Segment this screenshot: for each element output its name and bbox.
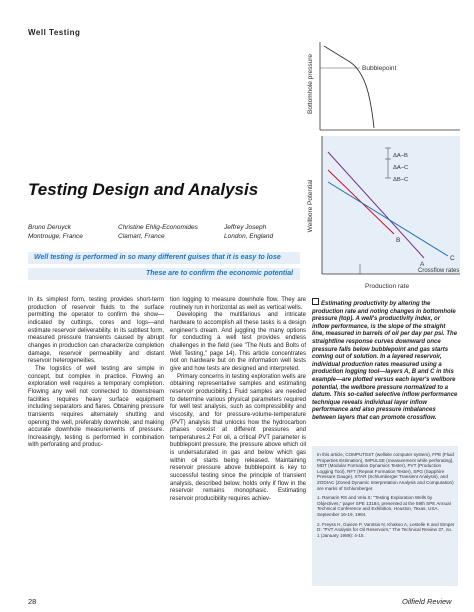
reference-2: 2. Freyss H, Guieze P, Varotsis N, Khakoo A, Lestelle K and Simper D: "PVT Analysis for Oil Reservoirs," The Technical Review 37, no. 1 (January 1989): 4-15.	[317, 521, 455, 538]
paragraph: Developing the multifarious and intricate hardware to accomplish all these tasks is a design engineer's dream. And juggling the many options for conducting a well test provides endless challenges in the field (see "The Nuts and Bolts of Well Testing," page 14). This article concentrates not on hardware but on the information well tests give and how tests are designed and interpreted.	[170, 312, 306, 372]
section-tag: Well Testing	[28, 28, 81, 37]
reference-1: 1. Ramarin RS and Vela S: "Testing Exploration Wells by Objectives," paper SPE 13184, presented at the 59th SPE Annual Technical Conference and Exhibition, Houston, Texas, USA, September 16-19, 1984.	[317, 495, 451, 517]
caption-rest: A well's productivity index, or inflow performance, is the slope of the straight line, measured in barrels of oil per day per psi. The straightline response curves downward once pressure falls below bubblepoint and gas starts coming out of solution. In a layered reservoir, individual production rates measured using a production logging tool—layers A, B and C in this example—are plotted versus each layer's wellbore potential, the wellbore pressure normalized to a datum. This so-called selective inflow performance technique reveals individual layer inflow performance and also pressure imbalances between layers that can promote crossflow.	[312, 316, 458, 421]
caption-lead: Estimating productivity by altering the production rate and noting changes in bottomhole pressure (top).	[312, 301, 456, 323]
paragraph: Primary concerns in testing exploration wells are obtaining representative samples and estimating reservoir producibility.1 Fluid samples are needed to determine various physical parameters required for well test analysis, such as compressibility and viscosity, and for pressure-volume-temperature (PVT) analysis that unlocks how the hydrocarbon phases coexist at different pressures and temperatures.2 For oil, a critical PVT parameter is bubblepoint pressure, the pressure above which oil is undersaturated in gas and below which gas within oil starts being released. Maintaining reservoir pressure above bubblepoint is key to successful testing since the principle of transient analysis, described below, holds only if flow in the reservoir remains monophasic. Estimating reservoir producibility requires achiev-	[170, 373, 306, 503]
production-rate-label: Production rate	[365, 283, 410, 290]
pressure-curve	[324, 46, 374, 128]
tagline-1: Well testing is performed in so many different guises that it is easy to lose	[34, 254, 281, 261]
journal-name: Oilfield Review	[402, 597, 452, 606]
layer-c-label: C	[450, 255, 455, 262]
figure-caption	[312, 298, 458, 423]
chart-background	[322, 136, 460, 274]
crossflow-label: Crossflow rates	[418, 268, 460, 274]
author-1: Bruno Deruyck Montrouge, France	[28, 224, 83, 240]
article-title: Testing Design and Analysis	[28, 180, 259, 199]
tagline-2: These are to confirm the economic potential	[146, 270, 294, 277]
paragraph: The logistics of well testing are simple in concept, but complex in practice. Flowing an exploration well requires a temporary completion. Flowing any well not connected to downstream facilities requires heavy surface equipment including separators and flares. Obtaining pressure transients requires alternately shutting and opening the well, preferably downhole, and making accurate downhole measurements of pressure. Increasingly, testing is performed in combination with perforating and produc-	[28, 365, 164, 449]
paragraph: tion logging to measure downhole flow. They are routinely run in horizontal as well as vertical wells.	[170, 297, 306, 311]
layer-a-label: A	[420, 261, 425, 268]
figure-top-chart	[300, 32, 462, 132]
bottom-y-axis-label: Wellbore Potential	[307, 179, 314, 233]
delta-b-c-label: ΔB–C	[393, 177, 409, 183]
author-3: Jeffrey Joseph London, England	[224, 224, 274, 240]
figure-bottom-chart	[300, 136, 462, 294]
bubblepoint-label: Bubblepoint	[362, 65, 397, 72]
body-column-1	[28, 297, 164, 450]
paragraph: In its simplest form, testing provides short-term production of reservoir fluids to the surface permitting the operator to confirm the show—indicated by cuttings, cores and logs—and estimate reservoir deliverability. In its subtlest form, measured pressure transients caused by abrupt changes in production can characterize completion damage, reservoir permeability and distant reservoir heterogeneities.	[28, 297, 164, 365]
top-y-axis-label: Bottomhole pressure	[307, 54, 314, 114]
delta-a-b-label: ΔA–B	[393, 153, 408, 159]
author-2: Christine Ehlig-Economides Clamart, France	[118, 224, 198, 240]
delta-a-c-label: ΔA–C	[393, 165, 409, 171]
caption-square-icon	[312, 298, 319, 305]
page-number: 28	[28, 597, 37, 606]
references	[317, 452, 455, 542]
body-column-2	[170, 297, 306, 504]
trademark-note: In this article, COMPUTEST (wellsite computer system), FPE (Fluid Properties Estimation), IMPULSE (measurement while perforating), MDT (Modular Formation Dynamics Tester), PVT (Production Logging Tool), RFT (Repeat Formation Tester), SPG (Sapphire Pressure Gauge), STAR (Schlumberger Transient Analysis), and ZODIAC (Zoned Dynamic Interpretation Analysis and Computation) are marks of Schlumberger.	[317, 452, 454, 491]
layer-b-label: B	[396, 237, 401, 244]
